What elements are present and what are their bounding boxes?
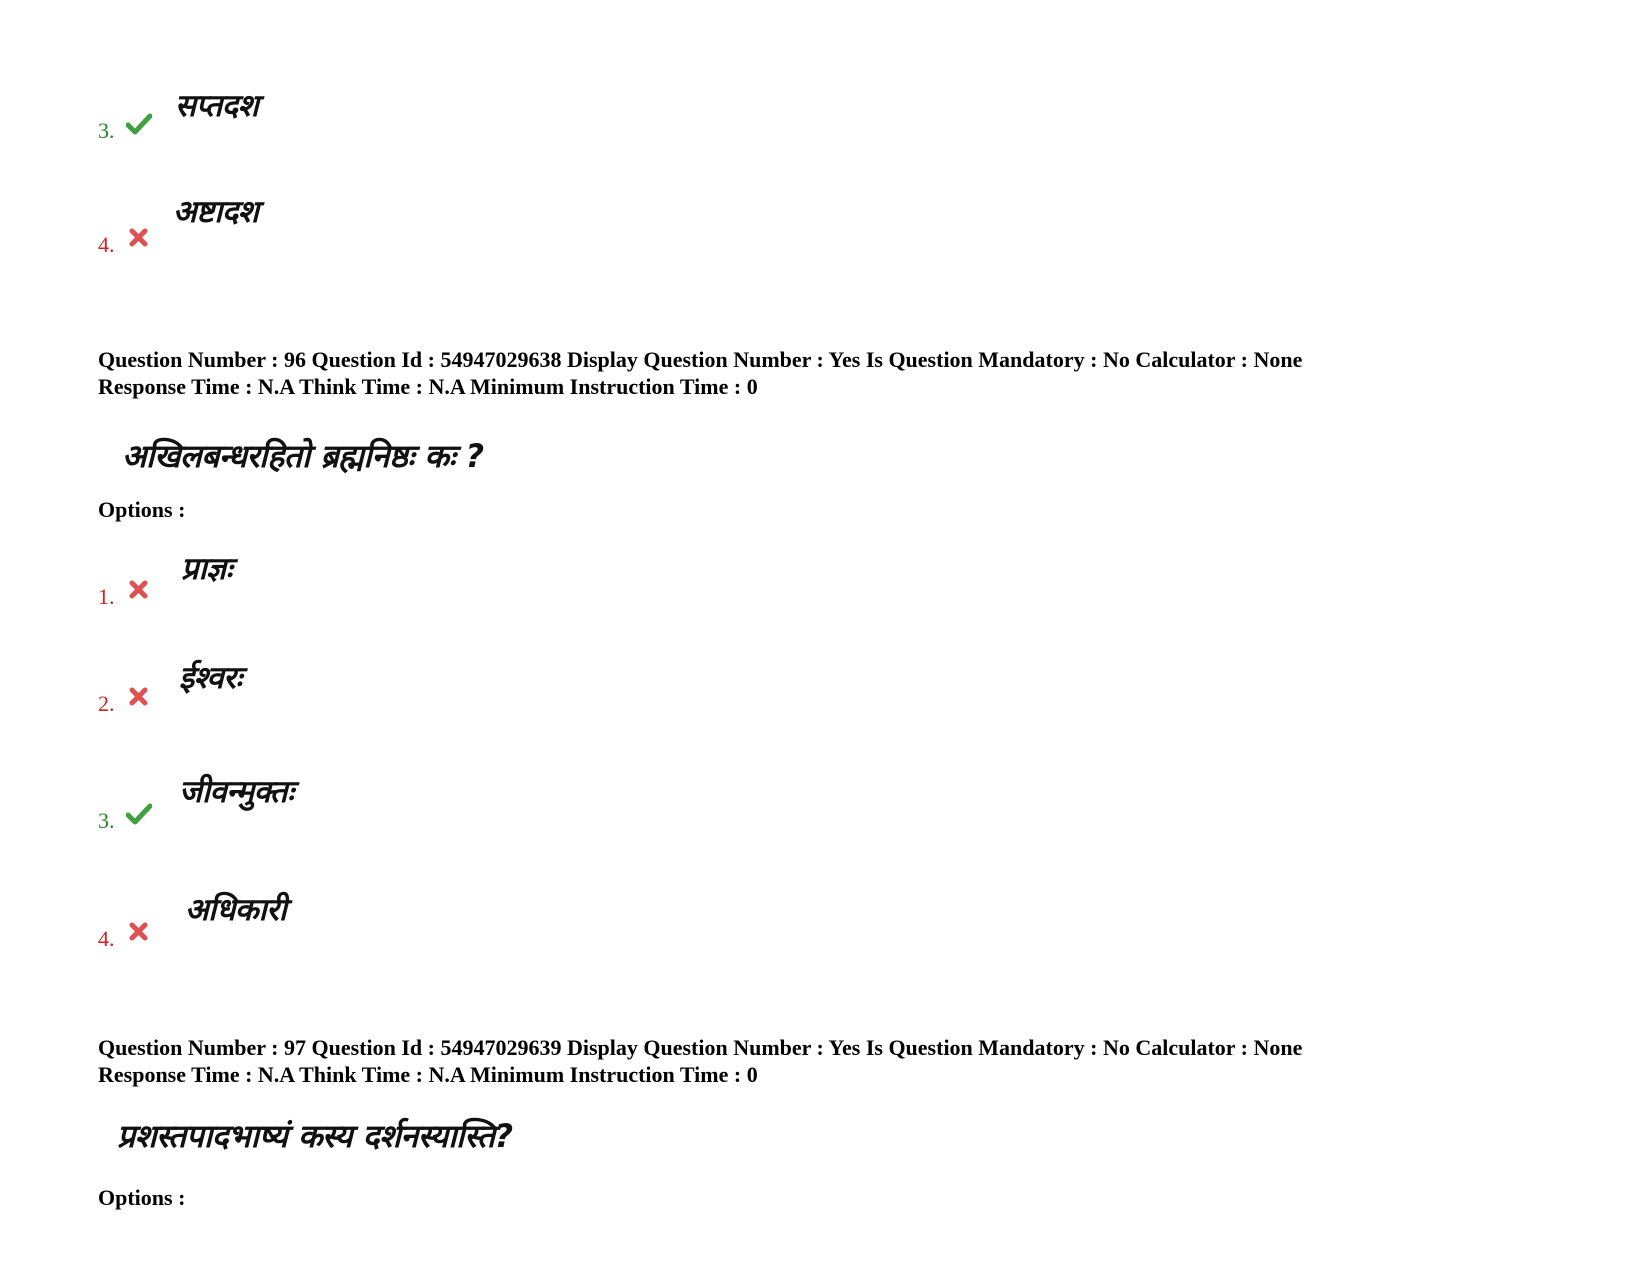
option-text: अधिकारी [185,892,287,928]
option-row [98,689,152,719]
option-row [98,924,152,954]
check-icon [126,802,152,826]
option-row [98,806,152,836]
option-text: प्राज्ञः [181,551,232,587]
cross-icon [126,578,152,602]
question-meta-line-1: Question Number : 97 Question Id : 54947029639 Display Question Number : Yes Is Question Mandatory : No Calculator : None [98,1035,1303,1060]
options-label: Options : [98,497,186,522]
question-meta-line-1: Question Number : 96 Question Id : 54947029638 Display Question Number : Yes Is Question Mandatory : No Calculator : None [98,347,1303,372]
cross-icon [126,226,152,250]
option-row [98,582,152,612]
option-number: 3. [98,118,115,143]
option-number: 3. [98,808,115,833]
option-text: ईश्वरः [179,660,242,696]
question-text: अखिलबन्धरहितो ब्रह्मनिष्ठः कः ? [122,437,484,475]
option-row [98,116,152,146]
option-text: सप्तदश [175,88,259,124]
option-number: 4. [98,232,115,257]
check-icon [126,112,152,136]
cross-icon [126,920,152,944]
cross-icon [126,685,152,709]
option-text: अष्टादश [173,194,259,230]
question-meta-line-2: Response Time : N.A Think Time : N.A Minimum Instruction Time : 0 [98,374,758,399]
option-number: 2. [98,691,115,716]
question-text: प्रशस्तपादभाष्यं कस्य दर्शनस्यास्ति? [117,1117,513,1155]
option-number: 4. [98,926,115,951]
question-meta-line-2: Response Time : N.A Think Time : N.A Minimum Instruction Time : 0 [98,1062,758,1087]
option-row [98,230,152,260]
option-text: जीवन्मुक्तः [179,774,294,810]
option-number: 1. [98,584,115,609]
options-label: Options : [98,1185,186,1210]
